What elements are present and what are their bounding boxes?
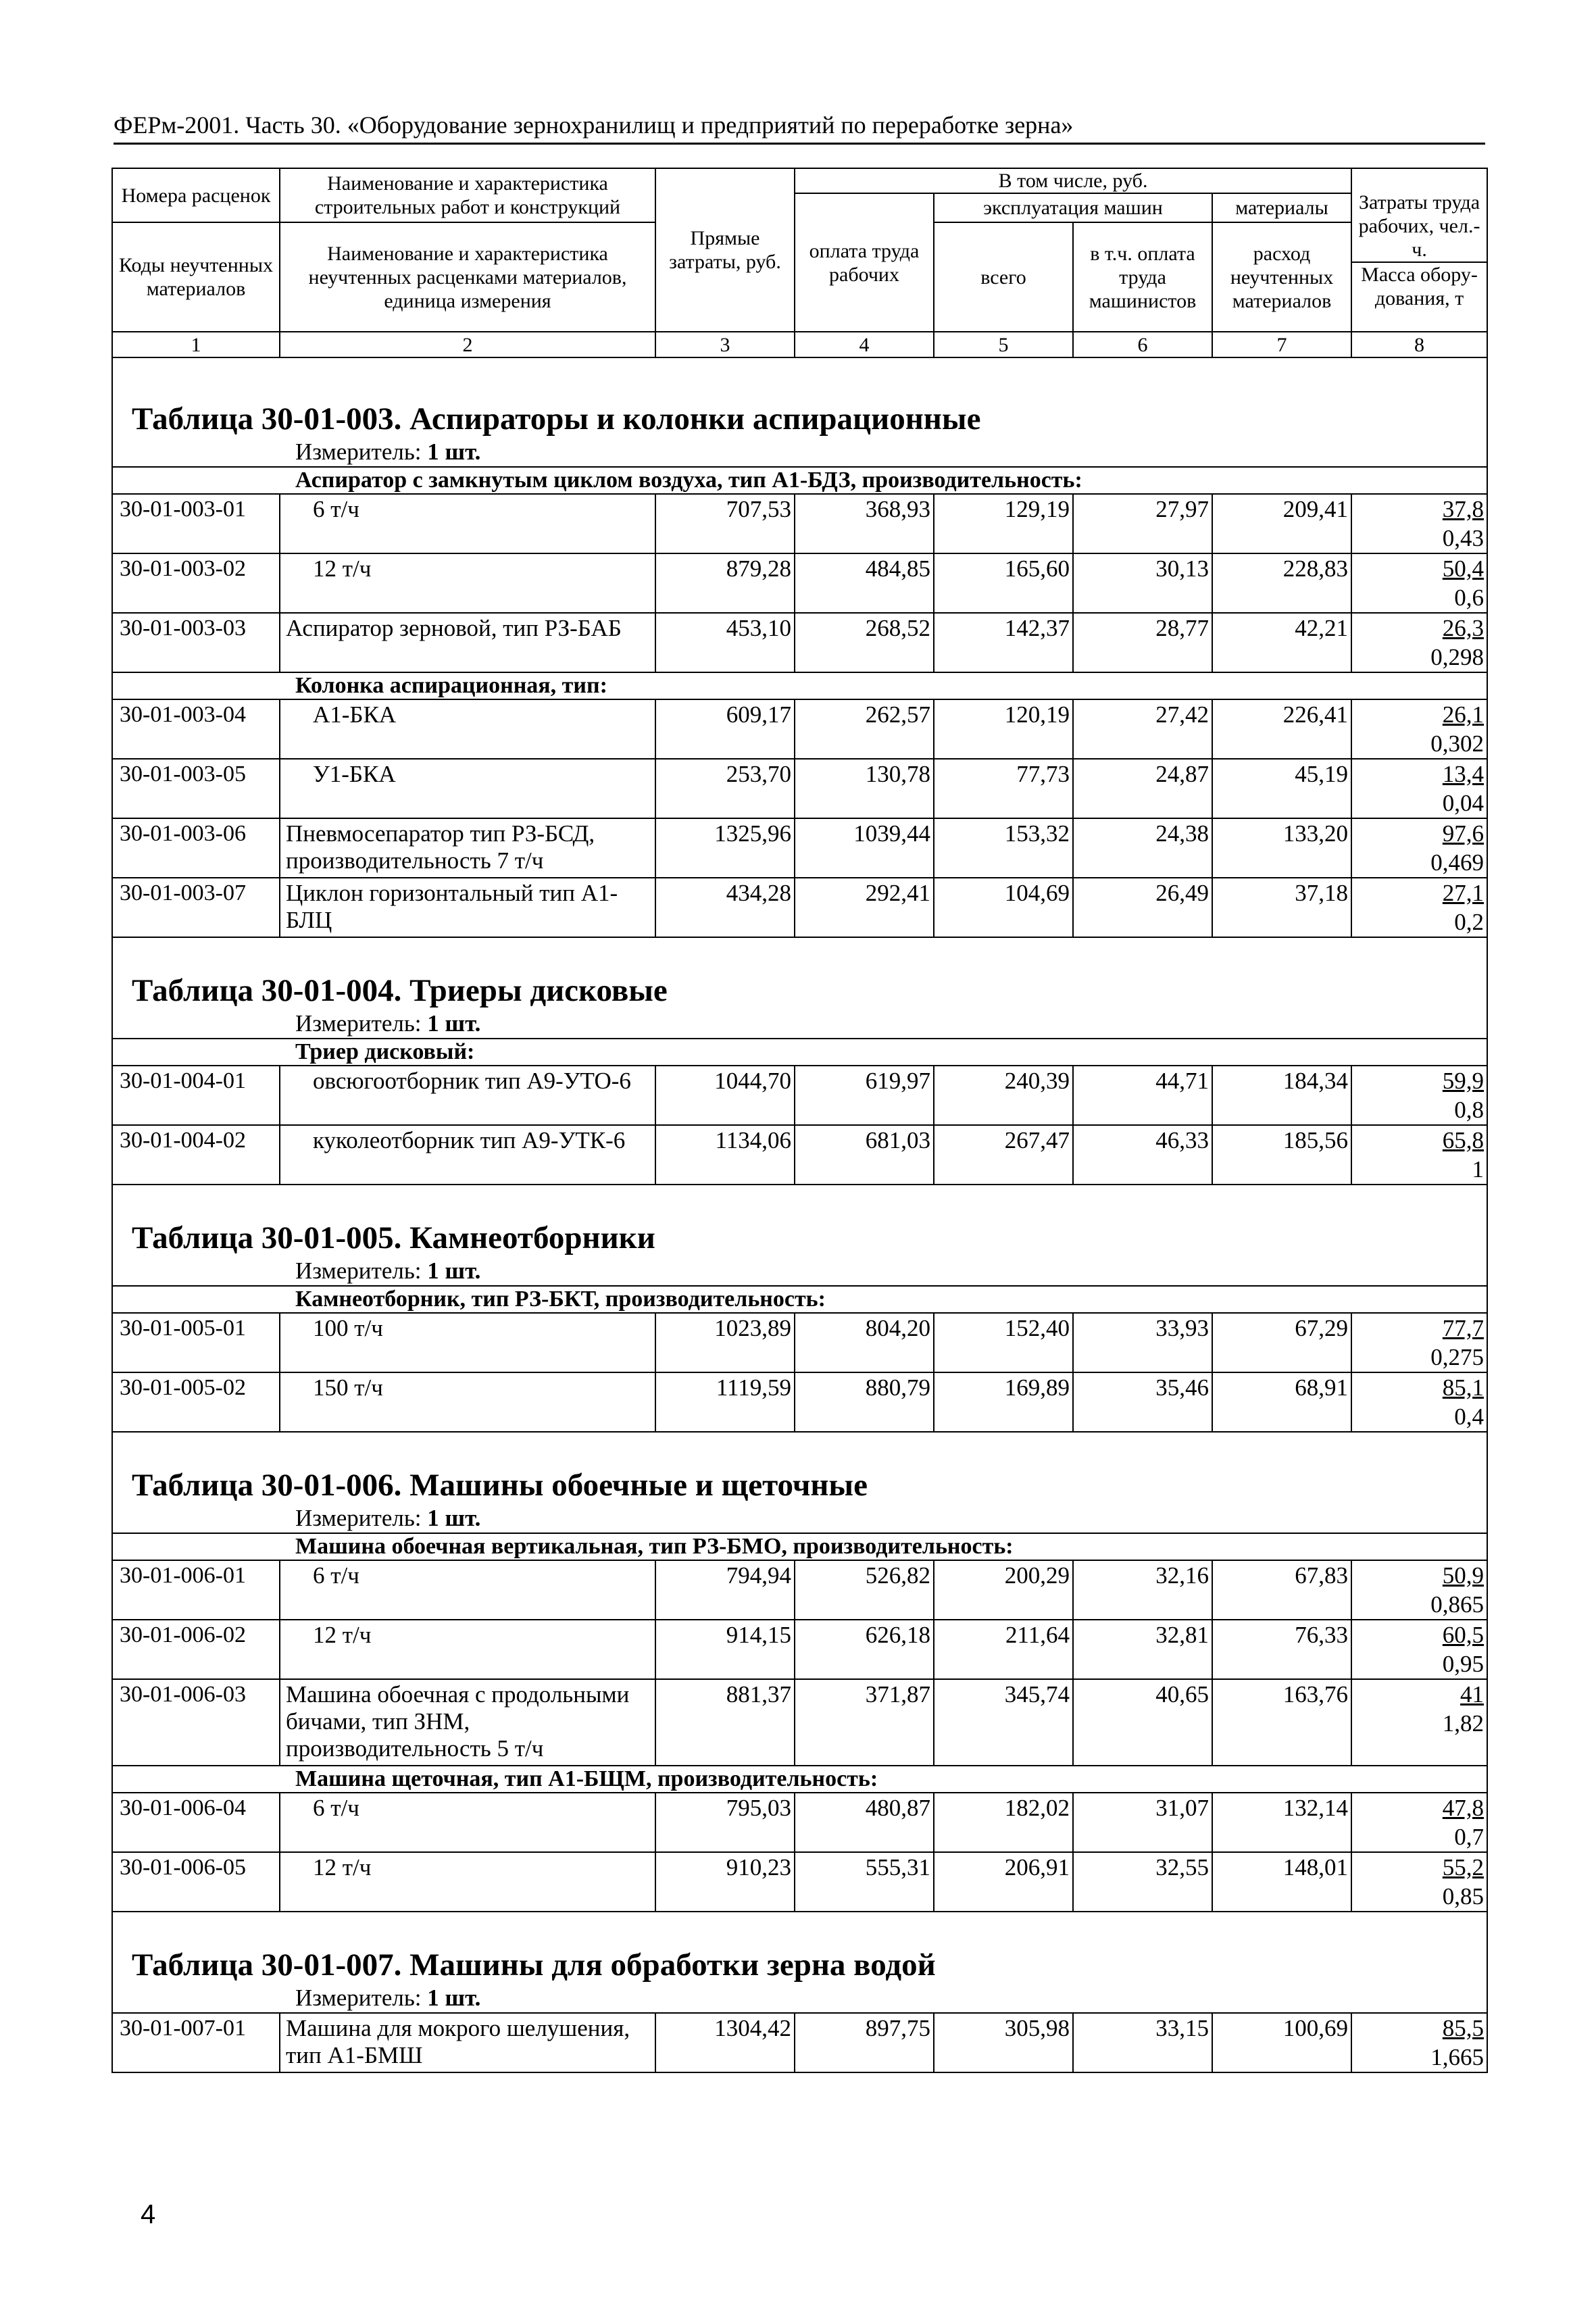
group-row xyxy=(112,1039,1487,1066)
unit-value: 1 шт. xyxy=(427,439,481,465)
value-pay: 371,87 xyxy=(795,1679,934,1766)
value-pay: 555,31 xyxy=(795,1852,934,1912)
table-row xyxy=(112,1852,1487,1912)
rate-name: куколеотборник тип А9-УТК-6 xyxy=(280,1125,655,1185)
value-machines: 104,69 xyxy=(934,878,1073,937)
value-direct: 1023,89 xyxy=(655,1313,795,1372)
column-number: 7 xyxy=(1212,332,1351,357)
value-machinists: 46,33 xyxy=(1073,1125,1212,1185)
labor-value: 85,1 xyxy=(1442,1374,1485,1401)
value-machines: 182,02 xyxy=(934,1793,1073,1852)
group-heading: Машина обоечная вертикальная, тип РЗ-БМО, производительность: xyxy=(112,1533,1487,1560)
header-including: В том числе, руб. xyxy=(795,168,1351,193)
rate-name: 12 т/ч xyxy=(280,553,655,613)
rate-code: 30-01-003-07 xyxy=(112,878,280,937)
labor-value: 27,1 xyxy=(1442,880,1485,906)
table-row xyxy=(112,759,1487,818)
value-machinists: 28,77 xyxy=(1073,613,1212,672)
value-pay: 268,52 xyxy=(795,613,934,672)
mass-value: 0,302 xyxy=(1430,730,1485,757)
value-direct: 453,10 xyxy=(655,613,795,672)
value-materials: 184,34 xyxy=(1212,1066,1351,1125)
rate-name: Машина для мокрого шелушения, тип А1-БМШ xyxy=(280,2013,655,2072)
labor-value: 59,9 xyxy=(1442,1068,1485,1094)
value-direct: 1119,59 xyxy=(655,1372,795,1432)
unit-value: 1 шт. xyxy=(427,1258,481,1284)
labor-mass-cell xyxy=(1351,699,1487,759)
value-pay: 1039,44 xyxy=(795,818,934,878)
value-materials: 42,21 xyxy=(1212,613,1351,672)
unit-line xyxy=(113,1504,1487,1533)
table-section xyxy=(112,357,1487,467)
value-pay: 897,75 xyxy=(795,2013,934,2072)
value-pay: 619,97 xyxy=(795,1066,934,1125)
value-materials: 226,41 xyxy=(1212,699,1351,759)
value-materials: 163,76 xyxy=(1212,1679,1351,1766)
labor-mass-cell xyxy=(1351,1852,1487,1912)
mass-value: 0,7 xyxy=(1454,1824,1485,1850)
rate-code: 30-01-006-03 xyxy=(112,1679,280,1766)
group-row xyxy=(112,1533,1487,1560)
labor-mass-cell xyxy=(1351,553,1487,613)
group-row xyxy=(112,1766,1487,1793)
rate-name: 100 т/ч xyxy=(280,1313,655,1372)
rate-name: 150 т/ч xyxy=(280,1372,655,1432)
mass-value: 0,2 xyxy=(1454,909,1485,935)
table-row xyxy=(112,1679,1487,1766)
labor-value: 26,1 xyxy=(1442,701,1485,728)
value-direct: 434,28 xyxy=(655,878,795,937)
rate-code: 30-01-003-01 xyxy=(112,494,280,553)
value-direct: 1134,06 xyxy=(655,1125,795,1185)
header-worker-pay: оплата труда рабочих xyxy=(795,193,934,332)
table-row xyxy=(112,699,1487,759)
value-pay: 292,41 xyxy=(795,878,934,937)
value-machines: 345,74 xyxy=(934,1679,1073,1766)
page-number: 4 xyxy=(141,2199,156,2229)
column-number: 1 xyxy=(112,332,280,357)
header-name-works: Наименование и характеристика строительных работ и конструкций xyxy=(280,168,655,222)
section-title: Таблица 30-01-003. Аспираторы и колонки аспирационные xyxy=(132,401,981,437)
value-pay: 681,03 xyxy=(795,1125,934,1185)
mass-value: 0,4 xyxy=(1454,1403,1485,1430)
value-machinists: 32,81 xyxy=(1073,1620,1212,1679)
value-machinists: 24,87 xyxy=(1073,759,1212,818)
mass-value: 1,665 xyxy=(1430,2044,1485,2070)
value-materials: 132,14 xyxy=(1212,1793,1351,1852)
labor-value: 97,6 xyxy=(1442,820,1485,847)
labor-mass-cell xyxy=(1351,1560,1487,1620)
value-pay: 880,79 xyxy=(795,1372,934,1432)
column-number: 6 xyxy=(1073,332,1212,357)
value-pay: 526,82 xyxy=(795,1560,934,1620)
labor-value: 55,2 xyxy=(1442,1854,1485,1881)
value-pay: 262,57 xyxy=(795,699,934,759)
value-direct: 253,70 xyxy=(655,759,795,818)
group-row xyxy=(112,467,1487,494)
value-machinists: 32,16 xyxy=(1073,1560,1212,1620)
table-row xyxy=(112,1620,1487,1679)
group-row xyxy=(112,1286,1487,1313)
mass-value: 0,43 xyxy=(1442,525,1485,551)
value-pay: 484,85 xyxy=(795,553,934,613)
labor-value: 85,5 xyxy=(1442,2015,1485,2041)
mass-value: 0,04 xyxy=(1442,790,1485,816)
value-direct: 910,23 xyxy=(655,1852,795,1912)
rate-name: А1-БКА xyxy=(280,699,655,759)
value-materials: 45,19 xyxy=(1212,759,1351,818)
value-direct: 879,28 xyxy=(655,553,795,613)
mass-value: 0,6 xyxy=(1454,584,1485,611)
value-machines: 305,98 xyxy=(934,2013,1073,2072)
value-direct: 609,17 xyxy=(655,699,795,759)
value-machines: 240,39 xyxy=(934,1066,1073,1125)
mass-value: 0,469 xyxy=(1430,849,1485,876)
unit-label: Измеритель: xyxy=(295,1505,422,1531)
labor-value: 50,9 xyxy=(1442,1562,1485,1589)
labor-mass-cell xyxy=(1351,494,1487,553)
rate-code: 30-01-005-01 xyxy=(112,1313,280,1372)
value-machinists: 33,93 xyxy=(1073,1313,1212,1372)
group-heading: Камнеотборник, тип РЗ-БКТ, производительность: xyxy=(112,1286,1487,1313)
mass-value: 0,298 xyxy=(1430,644,1485,670)
value-machines: 211,64 xyxy=(934,1620,1073,1679)
value-materials: 148,01 xyxy=(1212,1852,1351,1912)
labor-mass-cell xyxy=(1351,2013,1487,2072)
value-machines: 77,73 xyxy=(934,759,1073,818)
value-pay: 626,18 xyxy=(795,1620,934,1679)
rate-code: 30-01-004-01 xyxy=(112,1066,280,1125)
header-codes: Коды неучтенных материалов xyxy=(112,222,280,332)
labor-mass-cell xyxy=(1351,759,1487,818)
header-materials: материалы xyxy=(1212,193,1351,222)
value-direct: 794,94 xyxy=(655,1560,795,1620)
header-rate-numbers: Номера расценок xyxy=(112,168,280,222)
table-row xyxy=(112,613,1487,672)
rate-name: 6 т/ч xyxy=(280,1793,655,1852)
rates-document xyxy=(111,168,1487,2073)
value-machines: 153,32 xyxy=(934,818,1073,878)
value-machinists: 35,46 xyxy=(1073,1372,1212,1432)
rate-name: Циклон горизонтальный тип А1-БЛЦ xyxy=(280,878,655,937)
value-machinists: 44,71 xyxy=(1073,1066,1212,1125)
table-section xyxy=(112,1432,1487,1533)
rate-name: 6 т/ч xyxy=(280,1560,655,1620)
labor-value: 77,7 xyxy=(1442,1315,1485,1341)
value-machines: 169,89 xyxy=(934,1372,1073,1432)
rate-code: 30-01-003-06 xyxy=(112,818,280,878)
value-machines: 152,40 xyxy=(934,1313,1073,1372)
header-rule xyxy=(114,143,1485,145)
labor-value: 26,3 xyxy=(1442,615,1485,641)
column-number: 5 xyxy=(934,332,1073,357)
table-row xyxy=(112,1793,1487,1852)
value-machinists: 33,15 xyxy=(1073,2013,1212,2072)
mass-value: 0,275 xyxy=(1430,1344,1485,1370)
table-section xyxy=(112,1912,1487,2013)
section-title: Таблица 30-01-007. Машины для обработки зерна водой xyxy=(132,1947,936,1983)
labor-value: 47,8 xyxy=(1442,1795,1485,1821)
value-pay: 130,78 xyxy=(795,759,934,818)
table-section xyxy=(112,1185,1487,1286)
rate-name: 12 т/ч xyxy=(280,1620,655,1679)
value-pay: 368,93 xyxy=(795,494,934,553)
table-row xyxy=(112,1313,1487,1372)
section-title: Таблица 30-01-004. Триеры дисковые xyxy=(132,973,668,1008)
rate-name: 6 т/ч xyxy=(280,494,655,553)
labor-mass-cell xyxy=(1351,818,1487,878)
labor-mass-cell xyxy=(1351,1125,1487,1185)
labor-mass-cell xyxy=(1351,1679,1487,1766)
column-number: 3 xyxy=(655,332,795,357)
unit-label: Измеритель: xyxy=(295,439,422,465)
mass-value: 1 xyxy=(1472,1156,1485,1183)
labor-value: 50,4 xyxy=(1442,555,1485,582)
value-direct: 1325,96 xyxy=(655,818,795,878)
value-direct: 1304,42 xyxy=(655,2013,795,2072)
unit-label: Измеритель: xyxy=(295,1985,422,2011)
group-heading: Триер дисковый: xyxy=(112,1039,1487,1066)
rate-name: Пневмосепаратор тип РЗ-БСД, производительность 7 т/ч xyxy=(280,818,655,878)
rate-name: 12 т/ч xyxy=(280,1852,655,1912)
header-labor-mass xyxy=(1351,168,1487,332)
table-row xyxy=(112,878,1487,937)
rate-code: 30-01-004-02 xyxy=(112,1125,280,1185)
value-materials: 133,20 xyxy=(1212,818,1351,878)
value-machines: 120,19 xyxy=(934,699,1073,759)
labor-value: 37,8 xyxy=(1442,496,1485,522)
value-direct: 881,37 xyxy=(655,1679,795,1766)
unit-line xyxy=(113,1257,1487,1285)
value-machines: 142,37 xyxy=(934,613,1073,672)
table-section xyxy=(112,937,1487,1039)
group-heading: Аспиратор с замкнутым циклом воздуха, тип А1-БДЗ, производительность: xyxy=(112,467,1487,494)
value-machinists: 24,38 xyxy=(1073,818,1212,878)
value-machinists: 31,07 xyxy=(1073,1793,1212,1852)
rate-code: 30-01-005-02 xyxy=(112,1372,280,1432)
unit-line xyxy=(113,438,1487,466)
table-row xyxy=(112,2013,1487,2072)
labor-value: 65,8 xyxy=(1442,1127,1485,1153)
labor-mass-cell xyxy=(1351,1372,1487,1432)
rate-code: 30-01-007-01 xyxy=(112,2013,280,2072)
rate-code: 30-01-006-01 xyxy=(112,1560,280,1620)
unit-value: 1 шт. xyxy=(427,1505,481,1531)
value-materials: 37,18 xyxy=(1212,878,1351,937)
value-materials: 209,41 xyxy=(1212,494,1351,553)
rate-name: Аспиратор зерновой, тип РЗ-БАБ xyxy=(280,613,655,672)
table-row xyxy=(112,1125,1487,1185)
header-total: всего xyxy=(934,222,1073,332)
group-row xyxy=(112,672,1487,699)
value-materials: 228,83 xyxy=(1212,553,1351,613)
unit-label: Измеритель: xyxy=(295,1010,422,1037)
header-machinist-pay: в т.ч. оплата труда машинистов xyxy=(1073,222,1212,332)
value-machines: 165,60 xyxy=(934,553,1073,613)
value-machinists: 30,13 xyxy=(1073,553,1212,613)
column-number: 4 xyxy=(795,332,934,357)
table-row xyxy=(112,553,1487,613)
value-machines: 267,47 xyxy=(934,1125,1073,1185)
value-pay: 480,87 xyxy=(795,1793,934,1852)
value-direct: 707,53 xyxy=(655,494,795,553)
header-material-use: расход неучтенных материалов xyxy=(1212,222,1351,332)
value-machines: 200,29 xyxy=(934,1560,1073,1620)
labor-value: 60,5 xyxy=(1442,1622,1485,1648)
column-number: 2 xyxy=(280,332,655,357)
value-materials: 185,56 xyxy=(1212,1125,1351,1185)
header-machine-operation: эксплуатация машин xyxy=(934,193,1212,222)
header-direct-costs: Прямые затраты, руб. xyxy=(655,168,795,332)
table-row xyxy=(112,1372,1487,1432)
value-materials: 76,33 xyxy=(1212,1620,1351,1679)
rates-table xyxy=(111,168,1488,2073)
rate-code: 30-01-003-02 xyxy=(112,553,280,613)
mass-value: 0,865 xyxy=(1430,1591,1485,1618)
value-materials: 68,91 xyxy=(1212,1372,1351,1432)
value-machinists: 27,42 xyxy=(1073,699,1212,759)
unit-line xyxy=(113,1984,1487,2012)
labor-value: 13,4 xyxy=(1442,761,1485,787)
page-header: ФЕРм-2001. Часть 30. «Оборудование зернохранилищ и предприятий по переработке зерна» xyxy=(114,111,1074,139)
header-labor: Затраты труда рабочих, чел.-ч. xyxy=(1352,191,1487,263)
mass-value: 0,95 xyxy=(1442,1651,1485,1677)
rate-code: 30-01-003-05 xyxy=(112,759,280,818)
unit-value: 1 шт. xyxy=(427,1010,481,1037)
value-materials: 67,83 xyxy=(1212,1560,1351,1620)
labor-value: 41 xyxy=(1460,1681,1485,1708)
unit-line xyxy=(113,1010,1487,1038)
section-title: Таблица 30-01-005. Камнеотборники xyxy=(132,1220,655,1255)
table-row xyxy=(112,1066,1487,1125)
value-pay: 804,20 xyxy=(795,1313,934,1372)
mass-value: 0,85 xyxy=(1442,1883,1485,1910)
value-machinists: 26,49 xyxy=(1073,878,1212,937)
rate-code: 30-01-006-02 xyxy=(112,1620,280,1679)
value-direct: 795,03 xyxy=(655,1793,795,1852)
table-row xyxy=(112,818,1487,878)
header-name-materials: Наименование и характеристика неучтенных расценками материалов, единица измерения xyxy=(280,222,655,332)
rate-code: 30-01-003-04 xyxy=(112,699,280,759)
header-mass: Масса обору-дования, т xyxy=(1361,263,1478,309)
value-direct: 1044,70 xyxy=(655,1066,795,1125)
rate-name: Машина обоечная с продольными бичами, тип ЗНМ, производительность 5 т/ч xyxy=(280,1679,655,1766)
group-heading: Машина щеточная, тип А1-БЩМ, производительность: xyxy=(112,1766,1487,1793)
value-machinists: 40,65 xyxy=(1073,1679,1212,1766)
table-row xyxy=(112,494,1487,553)
section-title: Таблица 30-01-006. Машины обоечные и щеточные xyxy=(132,1468,868,1503)
mass-value: 1,82 xyxy=(1442,1710,1485,1737)
value-direct: 914,15 xyxy=(655,1620,795,1679)
unit-value: 1 шт. xyxy=(427,1985,481,2011)
rate-name: У1-БКА xyxy=(280,759,655,818)
value-materials: 100,69 xyxy=(1212,2013,1351,2072)
labor-mass-cell xyxy=(1351,1793,1487,1852)
column-number: 8 xyxy=(1351,332,1487,357)
labor-mass-cell xyxy=(1351,613,1487,672)
labor-mass-cell xyxy=(1351,1066,1487,1125)
value-machines: 206,91 xyxy=(934,1852,1073,1912)
value-machines: 129,19 xyxy=(934,494,1073,553)
value-machinists: 27,97 xyxy=(1073,494,1212,553)
mass-value: 0,8 xyxy=(1454,1097,1485,1123)
rate-code: 30-01-006-04 xyxy=(112,1793,280,1852)
rate-code: 30-01-003-03 xyxy=(112,613,280,672)
labor-mass-cell xyxy=(1351,1313,1487,1372)
rate-code: 30-01-006-05 xyxy=(112,1852,280,1912)
value-machinists: 32,55 xyxy=(1073,1852,1212,1912)
table-row xyxy=(112,1560,1487,1620)
unit-label: Измеритель: xyxy=(295,1258,422,1284)
group-heading: Колонка аспирационная, тип: xyxy=(112,672,1487,699)
rate-name: овсюгоотборник тип А9-УТО-6 xyxy=(280,1066,655,1125)
value-materials: 67,29 xyxy=(1212,1313,1351,1372)
labor-mass-cell xyxy=(1351,1620,1487,1679)
labor-mass-cell xyxy=(1351,878,1487,937)
